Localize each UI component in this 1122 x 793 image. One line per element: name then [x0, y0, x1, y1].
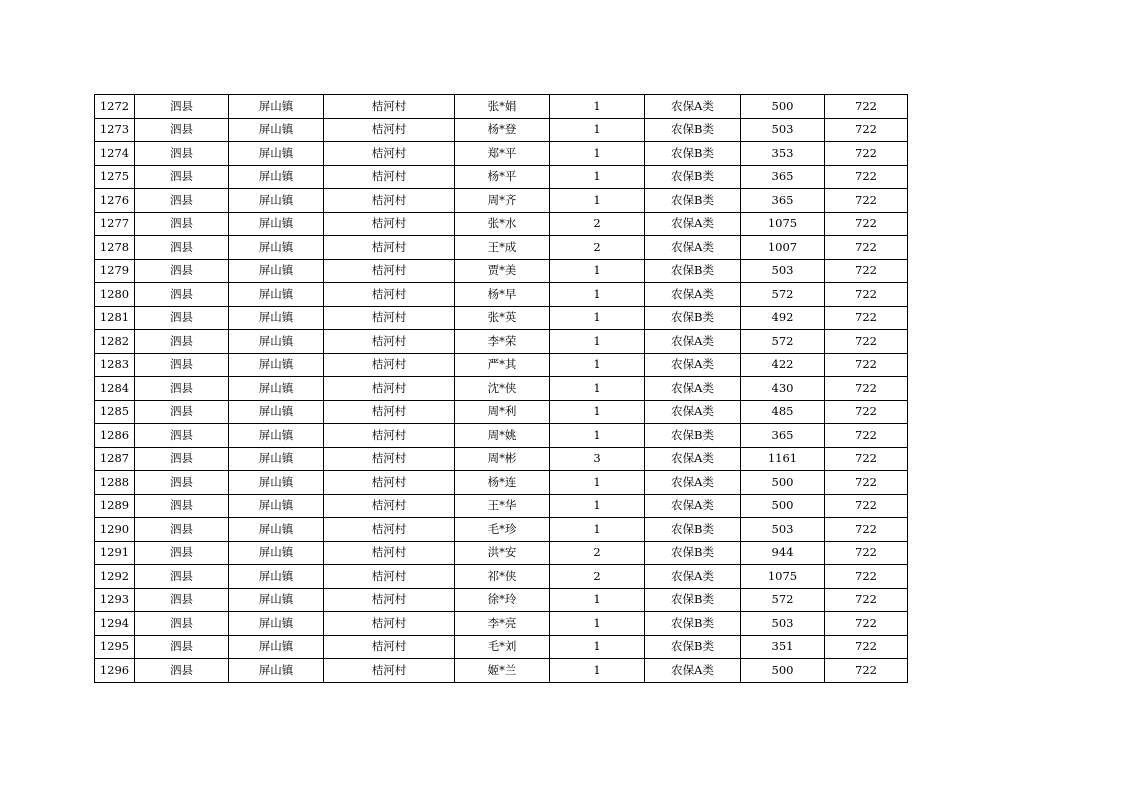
name-cell: 洪*安 — [455, 541, 550, 565]
name-cell: 毛*珍 — [455, 518, 550, 542]
amount-cell: 500 — [741, 494, 825, 518]
standard-cell: 722 — [825, 259, 908, 283]
village-cell: 桔河村 — [324, 635, 455, 659]
village-cell: 桔河村 — [324, 283, 455, 307]
county-cell: 泗县 — [135, 565, 229, 589]
town-cell: 屏山镇 — [229, 494, 324, 518]
amount-cell: 492 — [741, 306, 825, 330]
category-cell: 农保B类 — [645, 259, 741, 283]
name-cell: 徐*玲 — [455, 588, 550, 612]
household-size-cell: 1 — [550, 400, 645, 424]
name-cell: 祁*侠 — [455, 565, 550, 589]
standard-cell: 722 — [825, 236, 908, 260]
village-cell: 桔河村 — [324, 306, 455, 330]
town-cell: 屏山镇 — [229, 400, 324, 424]
name-cell: 毛*刘 — [455, 635, 550, 659]
amount-cell: 365 — [741, 424, 825, 448]
town-cell: 屏山镇 — [229, 95, 324, 119]
category-cell: 农保B类 — [645, 518, 741, 542]
household-size-cell: 1 — [550, 189, 645, 213]
table-row — [95, 330, 908, 354]
county-cell: 泗县 — [135, 541, 229, 565]
standard-cell: 722 — [825, 659, 908, 683]
table-row — [95, 612, 908, 636]
town-cell: 屏山镇 — [229, 377, 324, 401]
amount-cell: 503 — [741, 518, 825, 542]
town-cell: 屏山镇 — [229, 189, 324, 213]
town-cell: 屏山镇 — [229, 612, 324, 636]
village-cell: 桔河村 — [324, 118, 455, 142]
county-cell: 泗县 — [135, 424, 229, 448]
amount-cell: 572 — [741, 283, 825, 307]
household-size-cell: 2 — [550, 565, 645, 589]
county-cell: 泗县 — [135, 471, 229, 495]
serial-number-cell: 1276 — [95, 189, 135, 213]
name-cell: 姬*兰 — [455, 659, 550, 683]
table-row — [95, 353, 908, 377]
county-cell: 泗县 — [135, 330, 229, 354]
county-cell: 泗县 — [135, 635, 229, 659]
county-cell: 泗县 — [135, 236, 229, 260]
category-cell: 农保B类 — [645, 424, 741, 448]
household-size-cell: 1 — [550, 588, 645, 612]
town-cell: 屏山镇 — [229, 565, 324, 589]
name-cell: 贾*美 — [455, 259, 550, 283]
category-cell: 农保A类 — [645, 353, 741, 377]
table-row — [95, 165, 908, 189]
name-cell: 张*英 — [455, 306, 550, 330]
county-cell: 泗县 — [135, 659, 229, 683]
village-cell: 桔河村 — [324, 165, 455, 189]
town-cell: 屏山镇 — [229, 471, 324, 495]
household-size-cell: 1 — [550, 518, 645, 542]
table-row — [95, 659, 908, 683]
category-cell: 农保A类 — [645, 471, 741, 495]
name-cell: 李*亮 — [455, 612, 550, 636]
serial-number-cell: 1287 — [95, 447, 135, 471]
table-row — [95, 118, 908, 142]
household-size-cell: 1 — [550, 635, 645, 659]
amount-cell: 944 — [741, 541, 825, 565]
amount-cell: 351 — [741, 635, 825, 659]
town-cell: 屏山镇 — [229, 236, 324, 260]
serial-number-cell: 1277 — [95, 212, 135, 236]
table-row — [95, 424, 908, 448]
standard-cell: 722 — [825, 494, 908, 518]
amount-cell: 500 — [741, 471, 825, 495]
serial-number-cell: 1274 — [95, 142, 135, 166]
table-row — [95, 471, 908, 495]
household-size-cell: 1 — [550, 612, 645, 636]
category-cell: 农保B类 — [645, 588, 741, 612]
amount-cell: 353 — [741, 142, 825, 166]
serial-number-cell: 1279 — [95, 259, 135, 283]
table-row — [95, 95, 908, 119]
village-cell: 桔河村 — [324, 377, 455, 401]
village-cell: 桔河村 — [324, 424, 455, 448]
standard-cell: 722 — [825, 212, 908, 236]
amount-cell: 503 — [741, 259, 825, 283]
name-cell: 杨*连 — [455, 471, 550, 495]
name-cell: 王*华 — [455, 494, 550, 518]
village-cell: 桔河村 — [324, 142, 455, 166]
table-row — [95, 236, 908, 260]
name-cell: 张*娟 — [455, 95, 550, 119]
category-cell: 农保A类 — [645, 95, 741, 119]
standard-cell: 722 — [825, 588, 908, 612]
household-size-cell: 1 — [550, 142, 645, 166]
town-cell: 屏山镇 — [229, 588, 324, 612]
category-cell: 农保A类 — [645, 212, 741, 236]
county-cell: 泗县 — [135, 142, 229, 166]
category-cell: 农保B类 — [645, 541, 741, 565]
standard-cell: 722 — [825, 471, 908, 495]
standard-cell: 722 — [825, 447, 908, 471]
county-cell: 泗县 — [135, 212, 229, 236]
household-size-cell: 1 — [550, 283, 645, 307]
table-row — [95, 259, 908, 283]
table-row — [95, 306, 908, 330]
village-cell: 桔河村 — [324, 400, 455, 424]
household-size-cell: 1 — [550, 659, 645, 683]
county-cell: 泗县 — [135, 400, 229, 424]
standard-cell: 722 — [825, 353, 908, 377]
table-row — [95, 447, 908, 471]
household-size-cell: 2 — [550, 541, 645, 565]
standard-cell: 722 — [825, 424, 908, 448]
category-cell: 农保A类 — [645, 447, 741, 471]
name-cell: 杨*登 — [455, 118, 550, 142]
county-cell: 泗县 — [135, 283, 229, 307]
county-cell: 泗县 — [135, 612, 229, 636]
amount-cell: 365 — [741, 165, 825, 189]
category-cell: 农保B类 — [645, 142, 741, 166]
category-cell: 农保A类 — [645, 659, 741, 683]
household-size-cell: 2 — [550, 236, 645, 260]
household-size-cell: 1 — [550, 377, 645, 401]
standard-cell: 722 — [825, 518, 908, 542]
name-cell: 周*彬 — [455, 447, 550, 471]
serial-number-cell: 1294 — [95, 612, 135, 636]
serial-number-cell: 1284 — [95, 377, 135, 401]
standard-cell: 722 — [825, 118, 908, 142]
town-cell: 屏山镇 — [229, 424, 324, 448]
name-cell: 李*荣 — [455, 330, 550, 354]
serial-number-cell: 1282 — [95, 330, 135, 354]
amount-cell: 572 — [741, 330, 825, 354]
village-cell: 桔河村 — [324, 612, 455, 636]
standard-cell: 722 — [825, 330, 908, 354]
standard-cell: 722 — [825, 635, 908, 659]
table-row — [95, 142, 908, 166]
serial-number-cell: 1292 — [95, 565, 135, 589]
town-cell: 屏山镇 — [229, 142, 324, 166]
town-cell: 屏山镇 — [229, 165, 324, 189]
county-cell: 泗县 — [135, 118, 229, 142]
serial-number-cell: 1296 — [95, 659, 135, 683]
household-size-cell: 1 — [550, 353, 645, 377]
household-size-cell: 1 — [550, 95, 645, 119]
county-cell: 泗县 — [135, 95, 229, 119]
category-cell: 农保B类 — [645, 165, 741, 189]
serial-number-cell: 1283 — [95, 353, 135, 377]
standard-cell: 722 — [825, 541, 908, 565]
amount-cell: 503 — [741, 118, 825, 142]
household-size-cell: 1 — [550, 471, 645, 495]
amount-cell: 422 — [741, 353, 825, 377]
county-cell: 泗县 — [135, 518, 229, 542]
table-body — [95, 95, 908, 683]
amount-cell: 500 — [741, 95, 825, 119]
name-cell: 张*水 — [455, 212, 550, 236]
county-cell: 泗县 — [135, 588, 229, 612]
name-cell: 周*姚 — [455, 424, 550, 448]
standard-cell: 722 — [825, 306, 908, 330]
amount-cell: 503 — [741, 612, 825, 636]
household-size-cell: 1 — [550, 330, 645, 354]
village-cell: 桔河村 — [324, 353, 455, 377]
table-row — [95, 400, 908, 424]
serial-number-cell: 1290 — [95, 518, 135, 542]
household-size-cell: 1 — [550, 494, 645, 518]
category-cell: 农保A类 — [645, 494, 741, 518]
village-cell: 桔河村 — [324, 236, 455, 260]
town-cell: 屏山镇 — [229, 212, 324, 236]
amount-cell: 572 — [741, 588, 825, 612]
town-cell: 屏山镇 — [229, 353, 324, 377]
town-cell: 屏山镇 — [229, 541, 324, 565]
household-size-cell: 1 — [550, 165, 645, 189]
standard-cell: 722 — [825, 189, 908, 213]
table-row — [95, 541, 908, 565]
village-cell: 桔河村 — [324, 659, 455, 683]
town-cell: 屏山镇 — [229, 118, 324, 142]
serial-number-cell: 1275 — [95, 165, 135, 189]
household-size-cell: 1 — [550, 306, 645, 330]
serial-number-cell: 1291 — [95, 541, 135, 565]
county-cell: 泗县 — [135, 259, 229, 283]
village-cell: 桔河村 — [324, 447, 455, 471]
village-cell: 桔河村 — [324, 588, 455, 612]
county-cell: 泗县 — [135, 494, 229, 518]
household-size-cell: 2 — [550, 212, 645, 236]
town-cell: 屏山镇 — [229, 518, 324, 542]
amount-cell: 485 — [741, 400, 825, 424]
amount-cell: 1075 — [741, 212, 825, 236]
standard-cell: 722 — [825, 377, 908, 401]
category-cell: 农保B类 — [645, 306, 741, 330]
amount-cell: 365 — [741, 189, 825, 213]
name-cell: 王*成 — [455, 236, 550, 260]
village-cell: 桔河村 — [324, 494, 455, 518]
serial-number-cell: 1293 — [95, 588, 135, 612]
village-cell: 桔河村 — [324, 212, 455, 236]
amount-cell: 1007 — [741, 236, 825, 260]
town-cell: 屏山镇 — [229, 306, 324, 330]
category-cell: 农保B类 — [645, 189, 741, 213]
standard-cell: 722 — [825, 565, 908, 589]
category-cell: 农保A类 — [645, 565, 741, 589]
category-cell: 农保B类 — [645, 118, 741, 142]
standard-cell: 722 — [825, 95, 908, 119]
table-row — [95, 565, 908, 589]
category-cell: 农保B类 — [645, 612, 741, 636]
data-table — [94, 94, 908, 683]
village-cell: 桔河村 — [324, 471, 455, 495]
standard-cell: 722 — [825, 165, 908, 189]
table-row — [95, 189, 908, 213]
county-cell: 泗县 — [135, 306, 229, 330]
name-cell: 杨*早 — [455, 283, 550, 307]
serial-number-cell: 1281 — [95, 306, 135, 330]
table-row — [95, 635, 908, 659]
name-cell: 杨*平 — [455, 165, 550, 189]
town-cell: 屏山镇 — [229, 330, 324, 354]
category-cell: 农保A类 — [645, 400, 741, 424]
county-cell: 泗县 — [135, 165, 229, 189]
village-cell: 桔河村 — [324, 565, 455, 589]
table-row — [95, 588, 908, 612]
category-cell: 农保A类 — [645, 283, 741, 307]
town-cell: 屏山镇 — [229, 447, 324, 471]
county-cell: 泗县 — [135, 189, 229, 213]
serial-number-cell: 1289 — [95, 494, 135, 518]
name-cell: 周*利 — [455, 400, 550, 424]
table-row — [95, 212, 908, 236]
category-cell: 农保A类 — [645, 236, 741, 260]
standard-cell: 722 — [825, 283, 908, 307]
village-cell: 桔河村 — [324, 330, 455, 354]
serial-number-cell: 1285 — [95, 400, 135, 424]
serial-number-cell: 1295 — [95, 635, 135, 659]
village-cell: 桔河村 — [324, 259, 455, 283]
household-size-cell: 1 — [550, 259, 645, 283]
table-row — [95, 494, 908, 518]
county-cell: 泗县 — [135, 447, 229, 471]
amount-cell: 500 — [741, 659, 825, 683]
serial-number-cell: 1278 — [95, 236, 135, 260]
serial-number-cell: 1280 — [95, 283, 135, 307]
amount-cell: 430 — [741, 377, 825, 401]
category-cell: 农保A类 — [645, 377, 741, 401]
serial-number-cell: 1286 — [95, 424, 135, 448]
category-cell: 农保A类 — [645, 330, 741, 354]
village-cell: 桔河村 — [324, 95, 455, 119]
village-cell: 桔河村 — [324, 189, 455, 213]
standard-cell: 722 — [825, 142, 908, 166]
amount-cell: 1161 — [741, 447, 825, 471]
standard-cell: 722 — [825, 400, 908, 424]
household-size-cell: 1 — [550, 118, 645, 142]
village-cell: 桔河村 — [324, 541, 455, 565]
town-cell: 屏山镇 — [229, 635, 324, 659]
amount-cell: 1075 — [741, 565, 825, 589]
table-row — [95, 518, 908, 542]
household-size-cell: 3 — [550, 447, 645, 471]
serial-number-cell: 1288 — [95, 471, 135, 495]
name-cell: 郑*平 — [455, 142, 550, 166]
serial-number-cell: 1272 — [95, 95, 135, 119]
village-cell: 桔河村 — [324, 518, 455, 542]
name-cell: 严*其 — [455, 353, 550, 377]
county-cell: 泗县 — [135, 377, 229, 401]
category-cell: 农保B类 — [645, 635, 741, 659]
county-cell: 泗县 — [135, 353, 229, 377]
name-cell: 周*齐 — [455, 189, 550, 213]
household-size-cell: 1 — [550, 424, 645, 448]
serial-number-cell: 1273 — [95, 118, 135, 142]
town-cell: 屏山镇 — [229, 659, 324, 683]
town-cell: 屏山镇 — [229, 259, 324, 283]
town-cell: 屏山镇 — [229, 283, 324, 307]
name-cell: 沈*侠 — [455, 377, 550, 401]
table-row — [95, 283, 908, 307]
standard-cell: 722 — [825, 612, 908, 636]
table-row — [95, 377, 908, 401]
